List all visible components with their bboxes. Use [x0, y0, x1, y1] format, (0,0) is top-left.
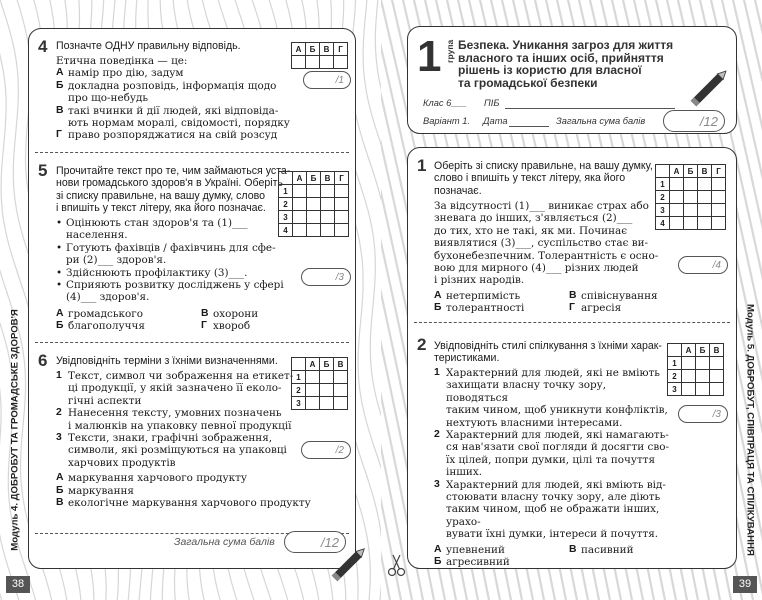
answer-cell[interactable] — [698, 191, 712, 204]
grid-col-header: А — [306, 358, 320, 371]
question-prompt: Оберіть зі списку правильне, на вашу думку, слово і впишіть у текст літеру, яка його позначає. — [434, 160, 653, 197]
variant-label: Варіант 1. — [423, 116, 470, 126]
total-score-field[interactable]: /12 — [663, 110, 725, 132]
option-a: А маркування харчового продукту — [56, 472, 247, 485]
grid-row-header: 2 — [656, 191, 670, 204]
answer-cell[interactable] — [698, 217, 712, 230]
question-2 — [408, 323, 736, 568]
answer-cell[interactable] — [710, 383, 724, 396]
pencil-icon — [679, 62, 739, 114]
answer-cell[interactable] — [293, 211, 307, 224]
answer-cell[interactable] — [335, 198, 349, 211]
answer-grid — [291, 42, 348, 69]
option-b: Б маркування — [56, 484, 134, 497]
answer-cell[interactable] — [321, 211, 335, 224]
grid-row-header: 2 — [292, 384, 306, 397]
list-item: • Оцінюють стан здоров'я та (1)___ — [56, 217, 248, 229]
module-side-label: Модуль 5. ДОБРОБУТ, СПІВПРАЦЯ ТА СПІЛКУВАННЯ — [744, 304, 756, 556]
question-number: 1 — [417, 156, 427, 175]
passage-text: За відсутності (1)___ виникає страх або зневага до інших, з'являється (2)___ до тих, хто не такі, як ми. Починає виявлятися (3)___, суспільство стає ви- бухонебезпечним. Толерантність є осно- вою для мирного (4)___ різних людей і різних народів. — [434, 200, 659, 287]
name-field-label: ПІБ — [484, 98, 500, 108]
grid-col-header: А — [682, 344, 696, 357]
grid-col-header: А — [670, 165, 684, 178]
option-d: Г хвороб — [201, 320, 251, 333]
body-line: Етична поведінка — це: — [56, 55, 188, 67]
grid-col-header: В — [710, 344, 724, 357]
date-label: Дата — [483, 116, 508, 126]
answer-cell[interactable] — [307, 211, 321, 224]
grid-col-header: В — [334, 358, 348, 371]
option-list — [56, 308, 326, 333]
option-b: Б благополуччя — [56, 320, 145, 333]
list-item: 1 Характерний для людей, які не вміють — [434, 367, 660, 379]
total-score-label: Загальна сума балів — [556, 116, 646, 126]
answer-cell[interactable] — [710, 370, 724, 383]
answer-cell[interactable] — [320, 371, 334, 384]
score-field[interactable]: /2 — [301, 441, 351, 459]
page-title: Безпека. Уникання загроз для життя власного та інших осіб, прийняття рішень із користю для власної та громадської безпеки — [458, 38, 674, 90]
answer-cell[interactable] — [696, 357, 710, 370]
answer-cell[interactable] — [710, 357, 724, 370]
option-d: Г право розпоряджатися на свій розсуд — [56, 129, 278, 142]
page-number: 38 — [6, 576, 30, 593]
answer-cell[interactable] — [684, 178, 698, 191]
grid-col-header: Б — [684, 165, 698, 178]
grid-col-header: Б — [307, 172, 321, 185]
answer-cell[interactable] — [321, 198, 335, 211]
option-a: А нетерпимість — [434, 290, 521, 302]
grid-row-header: 1 — [292, 371, 306, 384]
answer-cell[interactable] — [334, 56, 348, 69]
answer-cell[interactable] — [698, 178, 712, 191]
answer-grid — [667, 343, 724, 396]
option-list — [434, 290, 724, 315]
answer-cell[interactable] — [320, 56, 334, 69]
left-card — [28, 28, 356, 569]
answer-grid — [291, 357, 348, 410]
list-item: • Сприяють розвитку досліджень у сфері — [56, 279, 284, 292]
list-item: 2 Нанесення тексту, умовних позначень — [56, 407, 282, 420]
answer-cell[interactable] — [335, 185, 349, 198]
grid-col-header: Г — [712, 165, 726, 178]
question-number: 4 — [38, 37, 48, 56]
total-score-field[interactable]: /12 — [284, 531, 346, 553]
name-field[interactable] — [505, 108, 675, 109]
list-item: 3 Характерний для людей, які вміють від- — [434, 478, 666, 491]
option-c: В співіснування — [569, 290, 658, 302]
list-item: • Готують фахівців / фахівчинь для сфе- — [56, 241, 276, 254]
question-prompt: Прочитайте текст про те, чим займаються уста- нови громадського здоров'я в Україні. Оберіть зі списку правильне, на вашу думку, слово і впишіть у текст літеру, яка його позначає. — [56, 165, 291, 214]
question-number: 5 — [38, 161, 48, 180]
grid-row-header: 3 — [279, 211, 293, 224]
answer-cell[interactable] — [293, 224, 307, 237]
grid-col-header: Г — [335, 172, 349, 185]
list-item: • Здійснюють профілактику (3)___. — [56, 266, 248, 279]
grid-row-header: 1 — [279, 185, 293, 198]
answer-cell[interactable] — [320, 397, 334, 410]
answer-cell[interactable] — [698, 204, 712, 217]
grid-row-header: 3 — [656, 204, 670, 217]
group-label: група — [445, 39, 455, 63]
question-number: 2 — [417, 335, 427, 354]
answer-cell[interactable] — [696, 383, 710, 396]
grid-col-header: А — [293, 172, 307, 185]
scissors-icon — [387, 552, 407, 578]
answer-cell[interactable] — [682, 357, 696, 370]
grid-col-header: Г — [334, 43, 348, 56]
option-b: Б докладна розповідь, інформація щодо — [56, 79, 277, 92]
answer-cell[interactable] — [712, 204, 726, 217]
bullet-list: • Оцінюють стан здоров'я та (1)___ населення. • Готують фахівців / фахівчинь для сфе- ри (2)___ здоров'я. • Здійснюють профілактику (3)___. • Сприяють розвитку досліджень у сфері (4)___ здоров'я. — [56, 217, 296, 304]
right-page — [381, 0, 762, 600]
option-d: Г агресія — [569, 302, 622, 315]
answer-cell[interactable] — [306, 397, 320, 410]
option-c: В екологічне маркування харчового продукту — [56, 497, 311, 510]
total-score-label: Загальна сума балів — [174, 536, 275, 548]
answer-cell[interactable] — [307, 185, 321, 198]
score-field[interactable]: /4 — [678, 256, 728, 274]
answer-grid — [278, 171, 349, 237]
question-prompt: Позначте ОДНУ правильну відповідь. — [56, 40, 241, 52]
answer-cell[interactable] — [306, 56, 320, 69]
answer-cell[interactable] — [712, 178, 726, 191]
grid-row-header: 1 — [668, 357, 682, 370]
answer-cell[interactable] — [684, 217, 698, 230]
class-field[interactable]: Клас 6___ — [423, 98, 467, 108]
answer-cell[interactable] — [293, 185, 307, 198]
wave-line — [363, 0, 381, 600]
answer-cell[interactable] — [320, 384, 334, 397]
question-prompt: Увідповідніть стилі спілкування з їхніми харак- теристиками. — [434, 340, 662, 365]
term-list: 1 Текст, символ чи зображення на етикет- ці продукції, у якій зазначено її еколо- гічні аспекти 2 Нанесення тексту, умовних позначень і малюнків на упаковку певної продукції 3 Тексти, знаки, графічні зображення, символи, які розміщуються на упаковці харчових продуктів А маркування харчового продукту Б маркування В екологічне маркування харчового продукту — [56, 370, 318, 509]
option-c: В такі вчинки й дії людей, які відповіда- — [56, 104, 279, 117]
right-card — [407, 147, 737, 569]
style-list: 1 Характерний для людей, які не вміють захищати власну точку зору, поводяться таким чином, щоб уникнути конфліктів, нехтують власними інтересами. 2 Характерний для людей, які намагають- ся нав'язати свої погляди й досягти сво- їх цілей, попри думки, цілі та почуття інших. 3 Характерний для людей, які вміють від- стоювати власну точку зору, але діють таким чином, щоб не ображати інших, урахо- вувати їхні думки, інтереси й почуття. А упевнений В пасивний Б агресивний — [434, 367, 669, 569]
list-item: 3 Тексти, знаки, графічні зображення, — [56, 432, 273, 445]
grid-col-header: В — [698, 165, 712, 178]
grid-col-header: В — [320, 43, 334, 56]
answer-cell[interactable] — [712, 191, 726, 204]
score-field[interactable]: /3 — [301, 268, 351, 286]
wave-line — [0, 0, 5, 600]
answer-cell[interactable] — [335, 211, 349, 224]
question-1 — [408, 148, 736, 320]
option-b: Б агресивний — [434, 556, 510, 569]
answer-cell[interactable] — [321, 224, 335, 237]
answer-cell[interactable] — [670, 217, 684, 230]
answer-grid — [655, 164, 726, 230]
score-field[interactable]: /3 — [678, 405, 728, 423]
answer-cell[interactable] — [307, 198, 321, 211]
grid-row-header: 2 — [279, 198, 293, 211]
answer-cell[interactable] — [307, 224, 321, 237]
pencil-icon — [323, 540, 373, 590]
page-number: 39 — [733, 576, 757, 593]
grid-row-header: 2 — [668, 370, 682, 383]
answer-cell[interactable] — [306, 384, 320, 397]
question-6 — [29, 343, 355, 533]
question-4 — [29, 29, 355, 152]
list-item: 2 Характерний для людей, які намагають- — [434, 429, 669, 442]
module-side-label: Модуль 4. ДОБРОБУТ ТА ГРОМАДСЬКЕ ЗДОРОВ'Я — [9, 309, 21, 551]
list-item: 1 Текст, символ чи зображення на етикет- — [56, 370, 294, 382]
grid-col-header: Б — [696, 344, 710, 357]
grid-row-header: 3 — [292, 397, 306, 410]
answer-cell[interactable] — [670, 191, 684, 204]
date-field[interactable] — [509, 126, 549, 127]
option-c: В охорони — [201, 308, 259, 320]
answer-cell[interactable] — [293, 198, 307, 211]
grid-row-header: 4 — [279, 224, 293, 237]
option-a: А намір про дію, задум — [56, 67, 184, 80]
answer-cell[interactable] — [696, 370, 710, 383]
answer-cell[interactable] — [306, 371, 320, 384]
answer-cell[interactable] — [682, 383, 696, 396]
answer-cell[interactable] — [670, 178, 684, 191]
option-a: А громадського — [56, 308, 143, 320]
question-5 — [29, 153, 355, 333]
answer-cell[interactable] — [321, 185, 335, 198]
question-body: Етична поведінка — це: А намір про дію, задум Б докладна розповідь, інформація щодо про що-небудь В такі вчинки й дії людей, які відповіда- ють нормам моралі, свідомості, порядку Г право розпоряджатися на свій розсуд — [56, 55, 316, 142]
answer-cell[interactable] — [292, 56, 306, 69]
answer-cell[interactable] — [334, 397, 348, 410]
grid-row-header: 3 — [668, 383, 682, 396]
grid-col-header: В — [321, 172, 335, 185]
answer-cell[interactable] — [334, 384, 348, 397]
grid-row-header: 4 — [656, 217, 670, 230]
answer-cell[interactable] — [684, 191, 698, 204]
option-c: В пасивний — [569, 543, 634, 556]
grid-col-header: Б — [306, 43, 320, 56]
answer-cell[interactable] — [335, 224, 349, 237]
grid-col-header: А — [292, 43, 306, 56]
option-a: А упевнений — [434, 543, 505, 556]
option-b: Б толерантності — [434, 302, 525, 315]
answer-cell[interactable] — [682, 370, 696, 383]
answer-cell[interactable] — [670, 204, 684, 217]
grid-col-header: Б — [320, 358, 334, 371]
question-prompt: Увідповідніть терміни з їхніми визначеннями. — [56, 355, 278, 367]
answer-cell[interactable] — [334, 371, 348, 384]
answer-cell[interactable] — [684, 204, 698, 217]
grid-row-header: 1 — [656, 178, 670, 191]
score-field[interactable]: /1 — [303, 71, 351, 89]
question-number: 6 — [38, 351, 48, 370]
answer-cell[interactable] — [712, 217, 726, 230]
group-number: 1 — [417, 32, 442, 81]
